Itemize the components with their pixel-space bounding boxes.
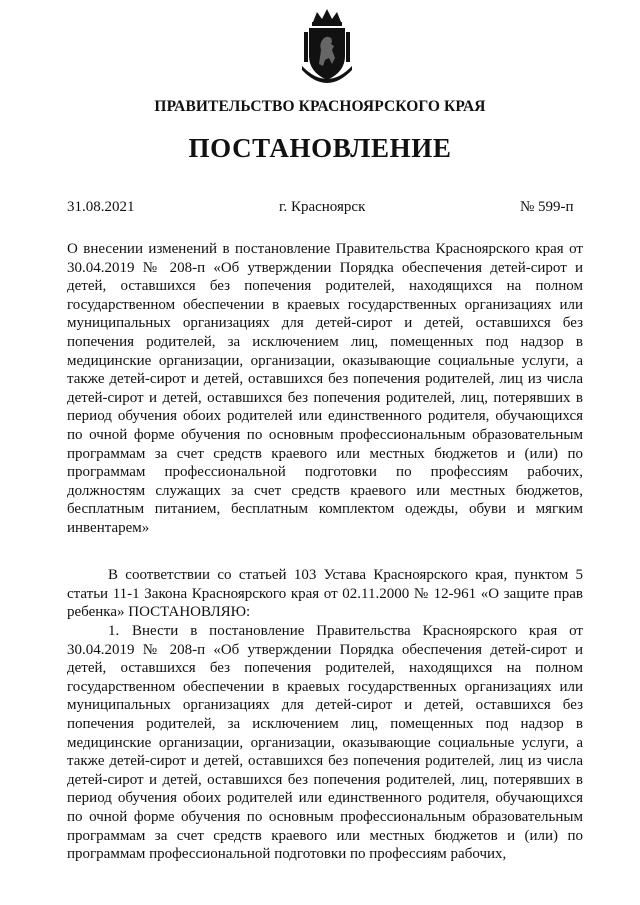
item-text: Внести в постановление Правительства Красноярского края от 30.04.2019 № 208-п «Об утверждении Порядка обеспечения детей-сирот и детей, оставшихся без попечения родителей, находящихся на полном государственном обеспечении в краевых государственных организациях или муниципальных организациях для детей-сирот и детей, оставшихся без попечения родителей, за исключением лиц, помещенных под надзор в медицинские организации, организации, оказывающие социальные услуги, а также детей-сирот и детей, оставшихся без попечения родителей, лиц из числа детей-сирот и детей, оставшихся без попечения родителей, лиц, потерявших в период обучения обоих родителей или единственного родителя, обучающихся по очной форме обучения по основным профессиональным образовательным программам за счет средств краевого или местных бюджетов и (или) по программам профессиональной подготовки по профессиям рабочих, [67,623,583,863]
item-number: 1. [108,623,120,639]
document-subject: О внесении изменений в постановление Правительства Красноярского края от 30.04.2019 № 208-п «Об утверждении Порядка обеспечения детей-сирот и детей, оставшихся без попечения родителей, находящихся на полном государственном обеспечении в краевых государственных организациях или муниципальных организациях для детей-сирот и детей, оставшихся без попечения родителей, за исключением лиц, помещенных под надзор в медицинские организации, организации, оказывающие социальные услуги, а также детей-сирот и детей, оставшихся без попечения родителей, лиц из числа детей-сирот и детей, оставшихся без попечения родителей, лиц, потерявших в период обучения обоих родителей или единственного родителя, обучающихся по очной форме обучения по основным профессиональным образовательным программам за счет средств краевого или местных бюджетов и (или) по программам профессиональной подготовки по профессиям рабочих, должностям служащих за счет средств краевого или местных бюджетов, бесплатным питанием, бесплатным комплектом одежды, обуви и мягким инвентарем» [67,241,583,536]
document-number: № 599-п [520,199,574,215]
preamble-paragraph: В соответствии со статьей 103 Устава Красноярского края, пунктом 5 статьи 11-1 Закона Красноярского края от 02.11.2000 № 12-961 «О защите прав ребенка» ПОСТАНОВЛЯЮ: [67,567,583,621]
document-date: 31.08.2021 [67,199,135,215]
resolution-item-1 [67,622,583,864]
government-title: ПРАВИТЕЛЬСТВО КРАСНОЯРСКОГО КРАЯ [154,98,486,115]
document-city: г. Красноярск [279,199,366,215]
krasnoyarsk-coat-of-arms-icon [297,6,357,86]
document-type-heading: ПОСТАНОВЛЕНИЕ [188,133,452,163]
